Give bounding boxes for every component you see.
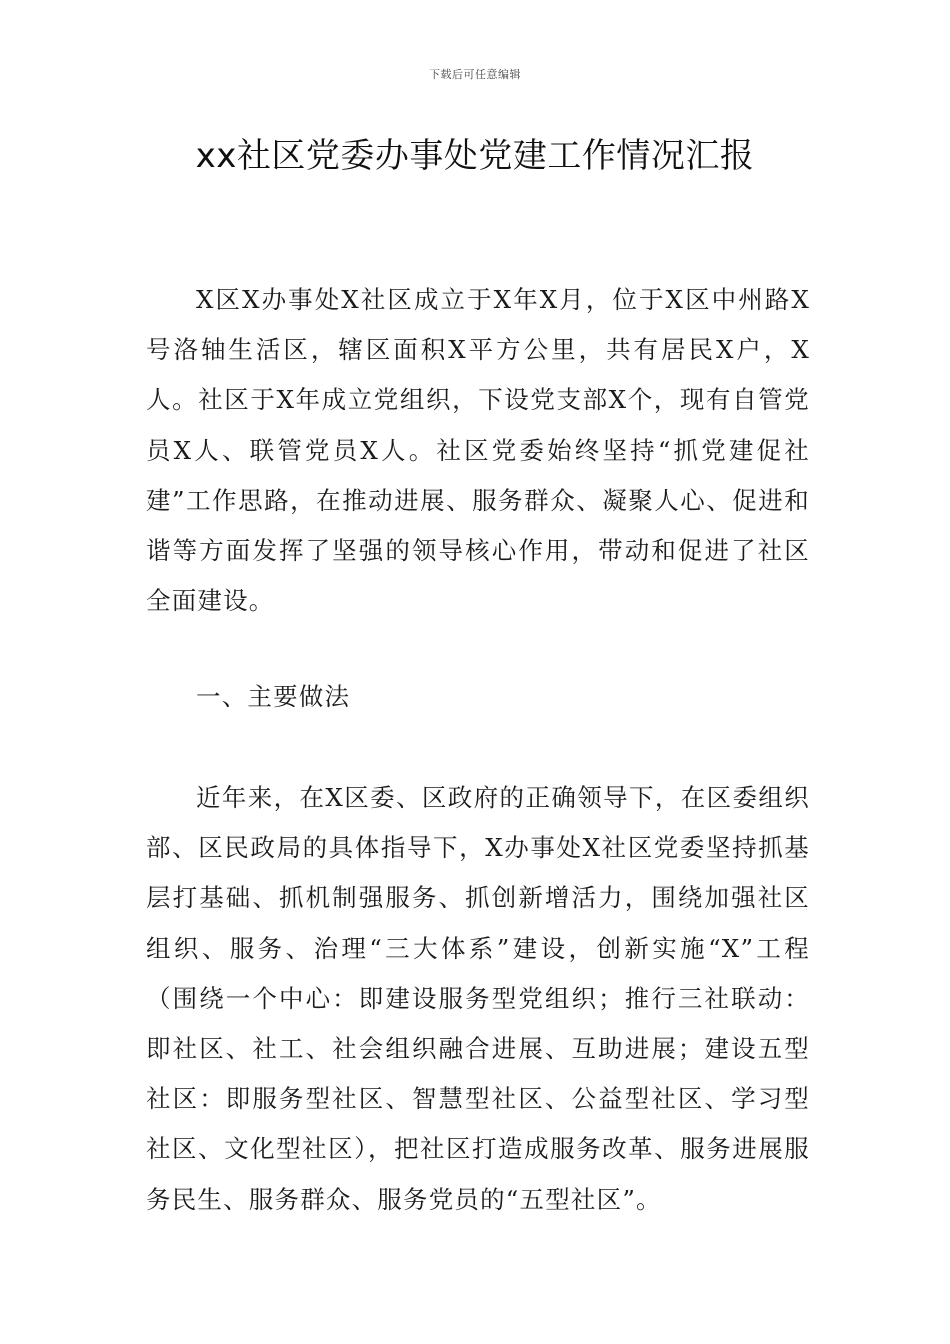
intro-paragraph: X区X办事处X社区成立于X年X月，位于X区中州路X号洛轴生活区，辖区面积X平方公里，共有居民X户，X人。社区于X年成立党组织，下设党支部X个，现有自管党员X人、联管党员X人。社区党委始终坚持“抓党建促社建”工作思路，在推动进展、服务群众、凝聚人心、促进和谐等方面发挥了坚强的领导核心作用，带动和促进了社区全面建设。 [146, 285, 810, 616]
practice-paragraph: 近年来，在X区委、区政府的正确领导下，在区委组织部、区民政局的具体指导下，X办事处X社区党委坚持抓基层打基础、抓机制强服务、抓创新增活力，围绕加强社区组织、服务、治理“三大体系”建设，创新实施“X”工程（围绕一个中心：即建设服务型党组织；推行三社联动：即社区、社工、社会组织融合进展、互助进展；建设五型社区：即服务型社区、智慧型社区、公益型社区、学习型社区、文化型社区），把社区打造成服务改革、服务进展服务民生、服务群众、服务党员的“五型社区”。 [146, 783, 810, 1214]
header-note: 下载后可任意编辑 [429, 68, 521, 81]
section-heading: 一、主要做法 [196, 682, 351, 711]
document-title: xx社区党委办事处党建工作情况汇报 [195, 136, 755, 176]
